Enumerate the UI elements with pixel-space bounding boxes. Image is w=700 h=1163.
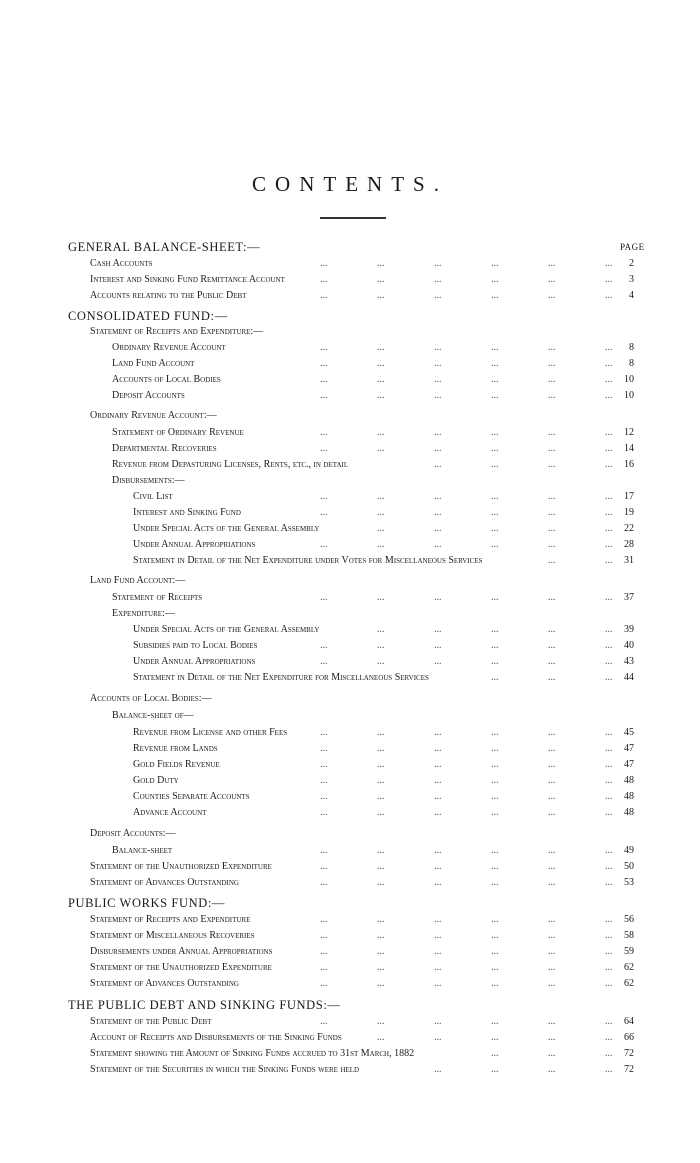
entry-page: 2 <box>629 258 634 269</box>
entry-label: Disbursements under Annual Appropriations <box>90 946 273 957</box>
entry-page: 47 <box>624 759 634 770</box>
entry-label: Statement of the Unauthorized Expenditure <box>90 861 272 872</box>
toc-entry[interactable]: Accounts relating to the Public Debt 4 ... ... ... ... ... ... <box>90 290 634 301</box>
entry-label: Statement showing the Amount of Sinking Funds accrued to 31st March, 1882 <box>90 1048 415 1059</box>
entry-page: 72 <box>624 1064 634 1075</box>
entry-label: Revenue from Lands <box>133 743 218 754</box>
entry-label: Under Special Acts of the General Assembly <box>133 624 320 635</box>
entry-page: 44 <box>624 672 634 683</box>
entry-page: 28 <box>624 539 634 550</box>
toc-entry[interactable]: Statement of Miscellaneous Recoveries 58 ... ... ... ... ... ... <box>90 930 634 941</box>
toc-entry[interactable]: Statement of the Unauthorized Expenditure 62 ... ... ... ... ... ... <box>90 962 634 973</box>
entry-label: Gold Duty <box>133 775 179 786</box>
section-heading: GENERAL BALANCE-SHEET:— <box>68 240 261 254</box>
entry-label: Statement of Advances Outstanding <box>90 877 239 888</box>
subheading: Statement of Receipts and Expenditure:— <box>90 326 264 337</box>
entry-page: 48 <box>624 775 634 786</box>
subheading: Land Fund Account:— <box>90 575 186 586</box>
toc-entry[interactable]: Under Annual Appropriations 28 ... ... ... ... ... ... <box>133 539 634 550</box>
entry-label: Land Fund Account <box>112 358 195 369</box>
entry-page: 66 <box>624 1032 634 1043</box>
entry-page: 3 <box>629 274 634 285</box>
entry-label: Statement of Miscellaneous Recoveries <box>90 930 255 941</box>
section-heading: CONSOLIDATED FUND:— <box>68 309 228 323</box>
toc-entry[interactable]: Statement of the Unauthorized Expenditure 50 ... ... ... ... ... ... <box>90 861 634 872</box>
entry-page: 62 <box>624 978 634 989</box>
entry-label: Balance-sheet <box>112 845 173 856</box>
entry-page: 4 <box>629 290 634 301</box>
entry-page: 16 <box>624 459 634 470</box>
entry-page: 22 <box>624 523 634 534</box>
entry-label: Statement of Ordinary Revenue <box>112 427 244 438</box>
entry-page: 56 <box>624 914 634 925</box>
entry-page: 49 <box>624 845 634 856</box>
entry-label: Under Annual Appropriations <box>133 656 256 667</box>
toc-entry[interactable]: Under Special Acts of the General Assembly 22 ... ... ... ... ... <box>133 523 634 534</box>
entry-page: 39 <box>624 624 634 635</box>
entry-page: 45 <box>624 727 634 738</box>
toc-entry[interactable]: Statement showing the Amount of Sinking Funds accrued to 31st March, 1882 72 ... ... ... <box>90 1048 634 1059</box>
entry-label: Statement of Receipts <box>112 592 203 603</box>
toc-entry[interactable]: Interest and Sinking Fund 19 ... ... ... ... ... ... <box>133 507 634 518</box>
entry-label: Counties Separate Accounts <box>133 791 250 802</box>
toc-entry[interactable]: Statement of the Securities in which the Sinking Funds were held 72 ... ... ... ... <box>90 1064 634 1075</box>
entry-page: 12 <box>624 427 634 438</box>
entry-label: Under Special Acts of the General Assembly <box>133 523 320 534</box>
toc-entry[interactable]: Cash Accounts 2 ... ... ... ... ... ... <box>90 258 634 269</box>
toc-entry[interactable]: Land Fund Account 8 ... ... ... ... ... ... <box>112 358 634 369</box>
toc-entry[interactable]: Advance Account 48 ... ... ... ... ... ... <box>133 807 634 818</box>
entry-label: Subsidies paid to Local Bodies <box>133 640 258 651</box>
toc-entry[interactable]: Gold Duty 48 ... ... ... ... ... ... <box>133 775 634 786</box>
entry-label: Cash Accounts <box>90 258 153 269</box>
entry-page: 31 <box>624 555 634 566</box>
toc-entry[interactable]: Revenue from Depasturing Licenses, Rents, etc., in detail 16 ... ... ... ... <box>112 459 634 470</box>
toc-entry[interactable]: Statement in Detail of the Net Expenditure for Miscellaneous Services 44 ... ... ... <box>133 672 634 683</box>
toc-entry[interactable]: Departmental Recoveries 14 ... ... ... ... ... ... <box>112 443 634 454</box>
entry-page: 62 <box>624 962 634 973</box>
entry-label: Gold Fields Revenue <box>133 759 220 770</box>
entry-page: 43 <box>624 656 634 667</box>
entry-page: 47 <box>624 743 634 754</box>
toc-entry[interactable]: Statement of Advances Outstanding 53 ... ... ... ... ... ... <box>90 877 634 888</box>
entry-label: Statement of the Public Debt <box>90 1016 212 1027</box>
entry-page: 19 <box>624 507 634 518</box>
toc-entry[interactable]: Gold Fields Revenue 47 ... ... ... ... ... ... <box>133 759 634 770</box>
toc-entry[interactable]: Interest and Sinking Fund Remittance Account 3 ... ... ... ... ... ... <box>90 274 634 285</box>
toc-entry[interactable]: Revenue from Lands 47 ... ... ... ... ... ... <box>133 743 634 754</box>
entry-page: 48 <box>624 791 634 802</box>
toc-entry[interactable]: Accounts of Local Bodies 10 ... ... ... ... ... ... <box>112 374 634 385</box>
entry-page: 37 <box>624 592 634 603</box>
entry-label: Statement of the Unauthorized Expenditure <box>90 962 272 973</box>
subheading: Disbursements:— <box>112 475 185 486</box>
entry-label: Departmental Recoveries <box>112 443 217 454</box>
entry-label: Deposit Accounts <box>112 390 185 401</box>
toc-entry[interactable]: Deposit Accounts 10 ... ... ... ... ... ... <box>112 390 634 401</box>
entry-label: Statement in Detail of the Net Expenditure for Miscellaneous Services <box>133 672 429 683</box>
entry-label: Accounts relating to the Public Debt <box>90 290 247 301</box>
subheading: Balance-sheet of— <box>112 710 194 721</box>
entry-label: Accounts of Local Bodies <box>112 374 221 385</box>
title-rule <box>320 217 386 219</box>
entry-page: 17 <box>624 491 634 502</box>
subheading: Accounts of Local Bodies:— <box>90 693 212 704</box>
entry-label: Interest and Sinking Fund Remittance Account <box>90 274 285 285</box>
entry-label: Civil List <box>133 491 173 502</box>
entry-page: 8 <box>629 358 634 369</box>
entry-label: Advance Account <box>133 807 207 818</box>
toc-entry[interactable]: Statement of Advances Outstanding 62 ... ... ... ... ... ... <box>90 978 634 989</box>
toc-entry[interactable]: Disbursements under Annual Appropriations 59 ... ... ... ... ... ... <box>90 946 634 957</box>
toc-entry[interactable]: Counties Separate Accounts 48 ... ... ... ... ... ... <box>133 791 634 802</box>
toc-entry[interactable]: Statement of Receipts and Expenditure 56 ... ... ... ... ... ... <box>90 914 634 925</box>
entry-label: Revenue from Depasturing Licenses, Rents, etc., in detail <box>112 459 349 470</box>
entry-label: Account of Receipts and Disbursements of the Sinking Funds <box>90 1032 342 1043</box>
section-heading: THE PUBLIC DEBT AND SINKING FUNDS:— <box>68 998 341 1012</box>
page-column-header: PAGE <box>620 242 645 252</box>
entry-page: 10 <box>624 390 634 401</box>
toc-entry[interactable]: Statement of Ordinary Revenue 12 ... ... ... ... ... ... <box>112 427 634 438</box>
entry-label: Statement of Advances Outstanding <box>90 978 239 989</box>
entry-label: Statement in Detail of the Net Expenditure under Votes for Miscellaneous Services <box>133 555 483 566</box>
entry-label: Interest and Sinking Fund <box>133 507 241 518</box>
entry-page: 50 <box>624 861 634 872</box>
toc-entry[interactable]: Account of Receipts and Disbursements of the Sinking Funds 66 ... ... ... ... ... <box>90 1032 634 1043</box>
entry-page: 59 <box>624 946 634 957</box>
toc-entry[interactable]: Revenue from License and other Fees 45 ... ... ... ... ... ... <box>133 727 634 738</box>
toc-entry[interactable]: Statement of Receipts 37 ... ... ... ... ... ... <box>112 592 634 603</box>
subheading: Deposit Accounts:— <box>90 828 176 839</box>
entry-page: 48 <box>624 807 634 818</box>
entry-page: 8 <box>629 342 634 353</box>
entry-label: Revenue from License and other Fees <box>133 727 288 738</box>
entry-page: 40 <box>624 640 634 651</box>
entry-page: 58 <box>624 930 634 941</box>
section-heading: PUBLIC WORKS FUND:— <box>68 896 226 910</box>
page-title: CONTENTS. <box>252 172 448 196</box>
toc-entry[interactable]: Statement in Detail of the Net Expenditure under Votes for Miscellaneous Services 31 ... ... <box>133 555 634 566</box>
entry-label: Ordinary Revenue Account <box>112 342 226 353</box>
toc-entry[interactable]: Under Special Acts of the General Assembly 39 ... ... ... ... ... <box>133 624 634 635</box>
toc-entry[interactable]: Civil List 17 ... ... ... ... ... ... <box>133 491 634 502</box>
entry-label: Statement of the Securities in which the Sinking Funds were held <box>90 1064 360 1075</box>
entry-page: 64 <box>624 1016 634 1027</box>
entry-page: 72 <box>624 1048 634 1059</box>
entry-label: Statement of Receipts and Expenditure <box>90 914 251 925</box>
toc-entry[interactable]: Subsidies paid to Local Bodies 40 ... ... ... ... ... ... <box>133 640 634 651</box>
entry-label: Under Annual Appropriations <box>133 539 256 550</box>
toc-entry[interactable]: Ordinary Revenue Account 8 ... ... ... ... ... ... <box>112 342 634 353</box>
entry-page: 53 <box>624 877 634 888</box>
toc-entry[interactable]: Balance-sheet 49 ... ... ... ... ... ... <box>112 845 634 856</box>
toc-entry[interactable]: Statement of the Public Debt 64 ... ... ... ... ... ... <box>90 1016 634 1027</box>
subheading: Expenditure:— <box>112 608 175 619</box>
entry-page: 14 <box>624 443 634 454</box>
toc-entry[interactable]: Under Annual Appropriations 43 ... ... ... ... ... ... <box>133 656 634 667</box>
subheading: Ordinary Revenue Account:— <box>90 410 217 421</box>
entry-page: 10 <box>624 374 634 385</box>
